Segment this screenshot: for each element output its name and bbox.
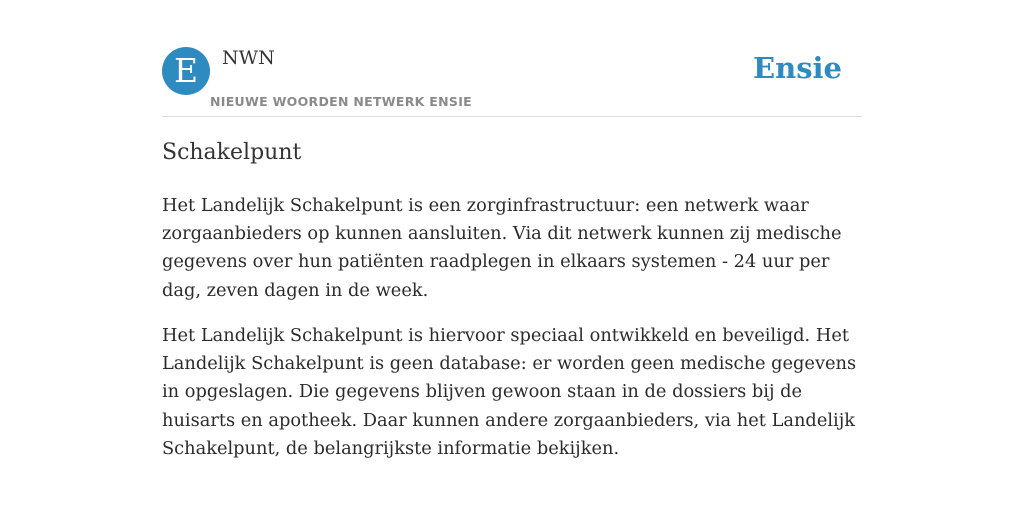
entry-title: Schakelpunt <box>162 140 302 165</box>
source-subtitle: NIEUWE WOORDEN NETWERK ENSIE <box>210 94 472 109</box>
brand-logo[interactable]: Ensie <box>753 51 842 85</box>
entry-paragraph: Het Landelijk Schakelpunt is hiervoor speciaal ontwikkeld en beveiligd. Het Landelijk Schakelpunt is geen database: er worden geen medische gegevens in opgeslagen. Die gegevens blijven gewoon staan in de dossiers bij de huisarts en apotheek. Daar kunnen andere zorgaanbieders, via het Landelijk Schakelpunt, de belangrijkste informatie bekijken. <box>162 325 857 459</box>
source-logo[interactable]: E <box>162 47 210 95</box>
entry-paragraph: Het Landelijk Schakelpunt is een zorginfrastructuur: een netwerk waar zorgaanbieders op kunnen aansluiten. Via dit netwerk kunnen zij medische gegevens over hun patiënten raadplegen in elkaars systemen - 24 uur per dag, zeven dagen in de week. <box>162 195 842 301</box>
entry-header <box>162 0 862 117</box>
entry-card <box>162 0 862 512</box>
source-name[interactable]: NWN <box>222 47 275 69</box>
